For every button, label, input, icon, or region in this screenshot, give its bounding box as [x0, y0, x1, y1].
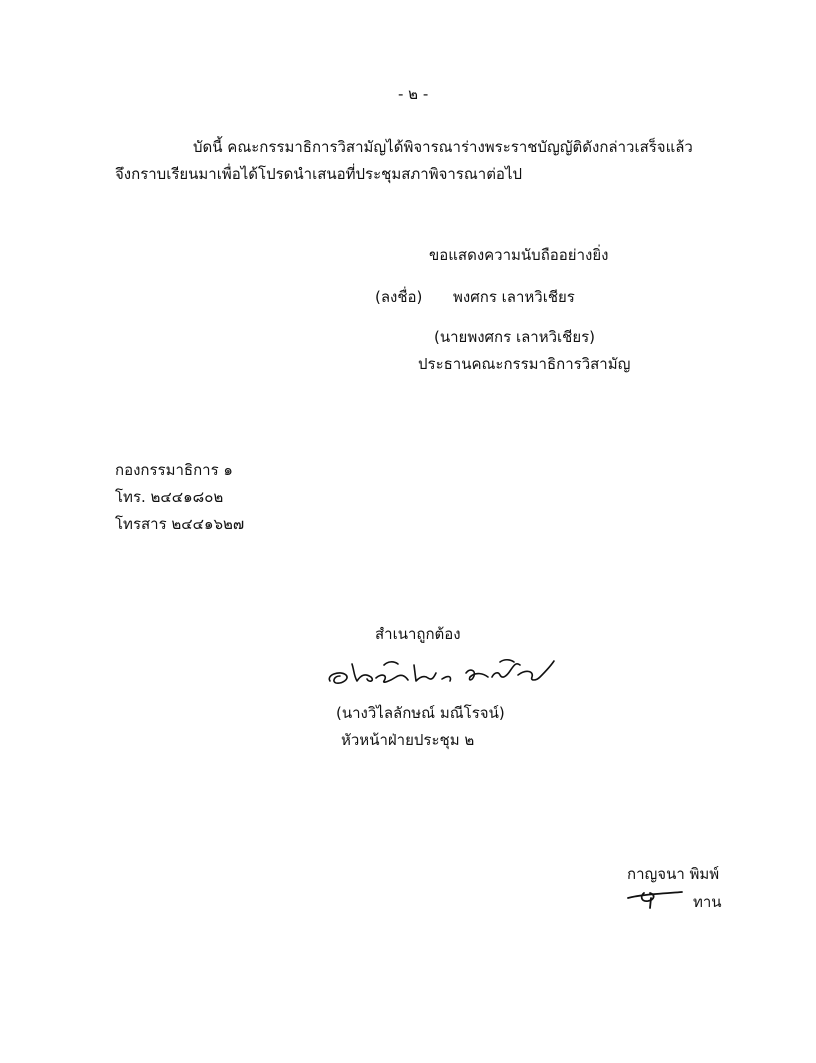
signed-name: พงศกร เลาหวิเชียร: [453, 288, 575, 306]
closing-salutation: ขอแสดงความนับถืออย่างยิ่ง: [429, 246, 609, 264]
typist-note: กาญจนา พิมพ์: [627, 865, 720, 883]
signed-label: (ลงชื่อ): [375, 288, 423, 306]
signatory-position: ประธานคณะกรรมาธิการวิสามัญ: [418, 355, 631, 373]
body-line-1: บัดนี้ คณะกรรมาธิการวิสามัญได้พิจารณาร่างพระราชบัญญัติดังกล่าวเสร็จแล้ว: [193, 138, 693, 156]
certifier-name: (นางวิไลลักษณ์ มณีโรจน์): [336, 704, 505, 722]
certified-label: สำเนาถูกต้อง: [375, 625, 461, 643]
checker-initials: [626, 886, 686, 910]
checker-note: ทาน: [693, 893, 722, 911]
contact-fax: โทรสาร ๒๔๔๑๖๒๗: [115, 515, 245, 533]
contact-phone: โทร. ๒๔๔๑๘๐๒: [115, 488, 224, 506]
signatory-full-name: (นายพงศกร เลาหวิเชียร): [434, 328, 596, 346]
body-line-2: จึงกราบเรียนมาเพื่อได้โปรดนำเสนอที่ประชุมสภาพิจารณาต่อไป: [115, 165, 523, 183]
handwritten-signature: [324, 648, 560, 696]
certifier-position: หัวหน้าฝ่ายประชุม ๒: [341, 731, 475, 749]
page-number: - ๒ -: [398, 85, 429, 103]
contact-office: กองกรรมาธิการ ๑: [115, 461, 233, 479]
